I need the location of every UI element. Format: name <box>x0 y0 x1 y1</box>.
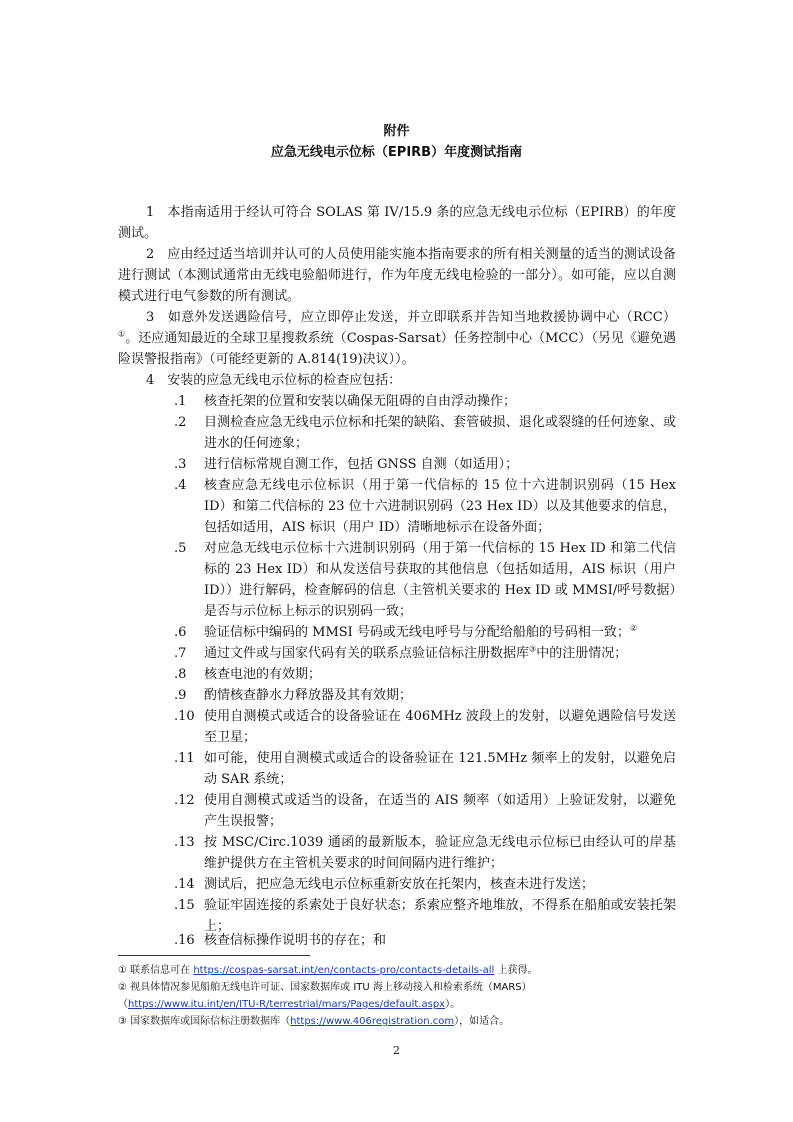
list-item-text: 对应急无线电示位标十六进制识别码（用于第一代信标的 15 Hex ID 和第二代信标的 23 Hex ID）和从发送信号获取的其他信息（包括如适用，AIS 标识（用户 ID））进行解码，检查解码的信息（主管机关要求的 Hex ID 或 MMSI/呼号数据）是否与示位标上标示的识别码一致； <box>204 541 676 619</box>
footnote-2-continued <box>118 996 678 1013</box>
footnote-2-text: 视具体情况参见船舶无线电许可证、国家数据库或 ITU 海上移动接入和检索系统（MARS） <box>126 982 532 993</box>
paragraph-1: 1 本指南适用于经认可符合 SOLAS 第 IV/15.9 条的应急无线电示位标（EPIRB）的年度测试。 <box>118 205 676 241</box>
footnote-1-link[interactable]: https://cospas-sarsat.int/en/contacts-pro/contacts-details-all <box>193 965 495 976</box>
list-item-number: .16 <box>174 933 195 948</box>
list-item-text: 核查托架的位置和安装以确保无阻碍的自由浮动操作； <box>204 394 517 409</box>
list-item-text: 验证牢固连接的系索处于良好状态；系索应整齐地堆放，不得系在船舶或安装托架上； <box>204 898 676 934</box>
footnote-1-text-after: 上获得。 <box>494 965 538 976</box>
footnote-3-link[interactable]: https://www.406registration.com <box>290 1016 455 1027</box>
list-item-text-main: 验证信标中编码的 MMSI 号码或无线电呼号与分配给船舶的号码相一致； <box>204 625 630 640</box>
list-item-text: 如可能，使用自测模式或适合的设备验证在 121.5MHz 频率上的发射，以避免启动 SAR 系统； <box>204 751 676 787</box>
list-item-text: 进行信标常规自测工作，包括 GNSS 自测（如适用）； <box>204 457 519 472</box>
paragraph-3-text-a: 3 如意外发送遇险信号，应立即停止发送，并立即联系并告知当地救援协调中心（RCC） <box>146 310 676 325</box>
footnote-ref-2[interactable]: ② <box>629 623 638 633</box>
footnote-3 <box>118 1013 678 1030</box>
list-item-text: 目测检查应急无线电示位标和托架的缺陷、套管破损、退化或裂缝的任何迹象、或进水的任何迹象； <box>204 415 676 451</box>
list-item-text <box>204 622 676 643</box>
list-item-number: .7 <box>174 646 187 661</box>
list-item-text: 核查应急无线电示位标识（用于第一代信标的 15 位十六进制识别码（15 Hex ID）和第二代信标的 23 位十六进制识别码（23 Hex ID）以及其他要求的信息，包括如适用，AIS 标识（用户 ID）清晰地标示在设备外面； <box>204 478 676 535</box>
paragraph-2: 2 应由经过适当培训并认可的人员使用能实施本指南要求的所有相关测量的适当的测试设备进行测试（本测试通常由无线电验船师进行，作为年度无线电检验的一部分）。如可能，应以自测模式进行电气参数的所有测试。 <box>118 247 676 304</box>
paragraph-3 <box>118 307 676 370</box>
list-item-number: .10 <box>174 709 195 724</box>
footnote-1-text: 联系信息可在 <box>126 965 194 976</box>
footnote-2-mark: ② <box>118 982 127 993</box>
list-item-number: .4 <box>174 478 187 493</box>
footnote-2 <box>118 979 678 996</box>
paragraph-3-text-b: 。还应通知最近的全球卫星搜救系统（Cospas-Sarsat）任务控制中心（MCC）（另见《避免遇险误警报指南》（可能经更新的 A.814(19)决议））。 <box>118 331 676 367</box>
list-item-text: 使用自测模式或适当的设备，在适当的 AIS 频率（如适用）上验证发射，以避免产生误报警； <box>204 793 676 829</box>
footnote-3-text-after: ），如适合。 <box>454 1016 510 1027</box>
list-item-number: .14 <box>174 877 195 892</box>
list-item-number: .15 <box>174 898 195 913</box>
list-item-number: .6 <box>174 625 187 640</box>
annex-label: 附件 <box>383 124 410 139</box>
list-item-text-after: 中的注册情况； <box>536 646 628 661</box>
footnote-2-link[interactable]: https://www.itu.int/en/ITU-R/terrestrial/mars/Pages/default.aspx <box>128 999 446 1010</box>
list-item-text: 测试后，把应急无线电示位标重新安放在托架内，核查未进行发送； <box>204 877 595 892</box>
footnote-1 <box>118 962 678 979</box>
list-item-number: .11 <box>174 751 195 766</box>
document-title: 应急无线电示位标（EPIRB）年度测试指南 <box>270 145 523 160</box>
list-item-number: .12 <box>174 793 195 808</box>
list-item-number: .9 <box>174 688 187 703</box>
footnote-1-mark: ① <box>118 965 127 976</box>
footnote-separator <box>118 955 310 956</box>
footnote-ref-3[interactable]: ③ <box>529 644 537 654</box>
footnote-2-open-paren: （ <box>118 999 128 1010</box>
list-item-text: 使用自测模式或适合的设备验证在 406MHz 波段上的发射，以避免遇险信号发送至卫星； <box>204 709 676 745</box>
list-item-number: .5 <box>174 541 187 556</box>
list-item-number: .8 <box>174 667 187 682</box>
footnote-3-text: 国家数据库或国际信标注册数据库（ <box>126 1016 291 1027</box>
list-item-number: .1 <box>174 394 187 409</box>
list-item-text: 核查电池的有效期； <box>204 667 322 682</box>
footnote-2-text-after: ）。 <box>445 999 461 1010</box>
list-item-text <box>204 643 676 664</box>
paragraph-4: 4 安装的应急无线电示位标的检查应包括： <box>146 373 402 388</box>
page-number: 2 <box>393 1044 400 1057</box>
list-item-text: 酌情核查静水力释放器及其有效期； <box>204 688 413 703</box>
list-item-text: 按 MSC/Circ.1039 通函的最新版本，验证应急无线电示位标已由经认可的岸基维护提供方在主管机关要求的时间间隔内进行维护； <box>204 835 676 871</box>
list-item-text: 核查信标操作说明书的存在；和 <box>204 933 387 948</box>
list-item-number: .2 <box>174 415 187 430</box>
footnote-3-mark: ③ <box>118 1016 127 1027</box>
list-item-number: .3 <box>174 457 187 472</box>
list-item-number: .13 <box>174 835 195 850</box>
list-item-text-main: 通过文件或与国家代码有关的联系点验证信标注册数据库 <box>204 646 530 661</box>
footnote-ref-1[interactable]: ① <box>118 329 126 339</box>
